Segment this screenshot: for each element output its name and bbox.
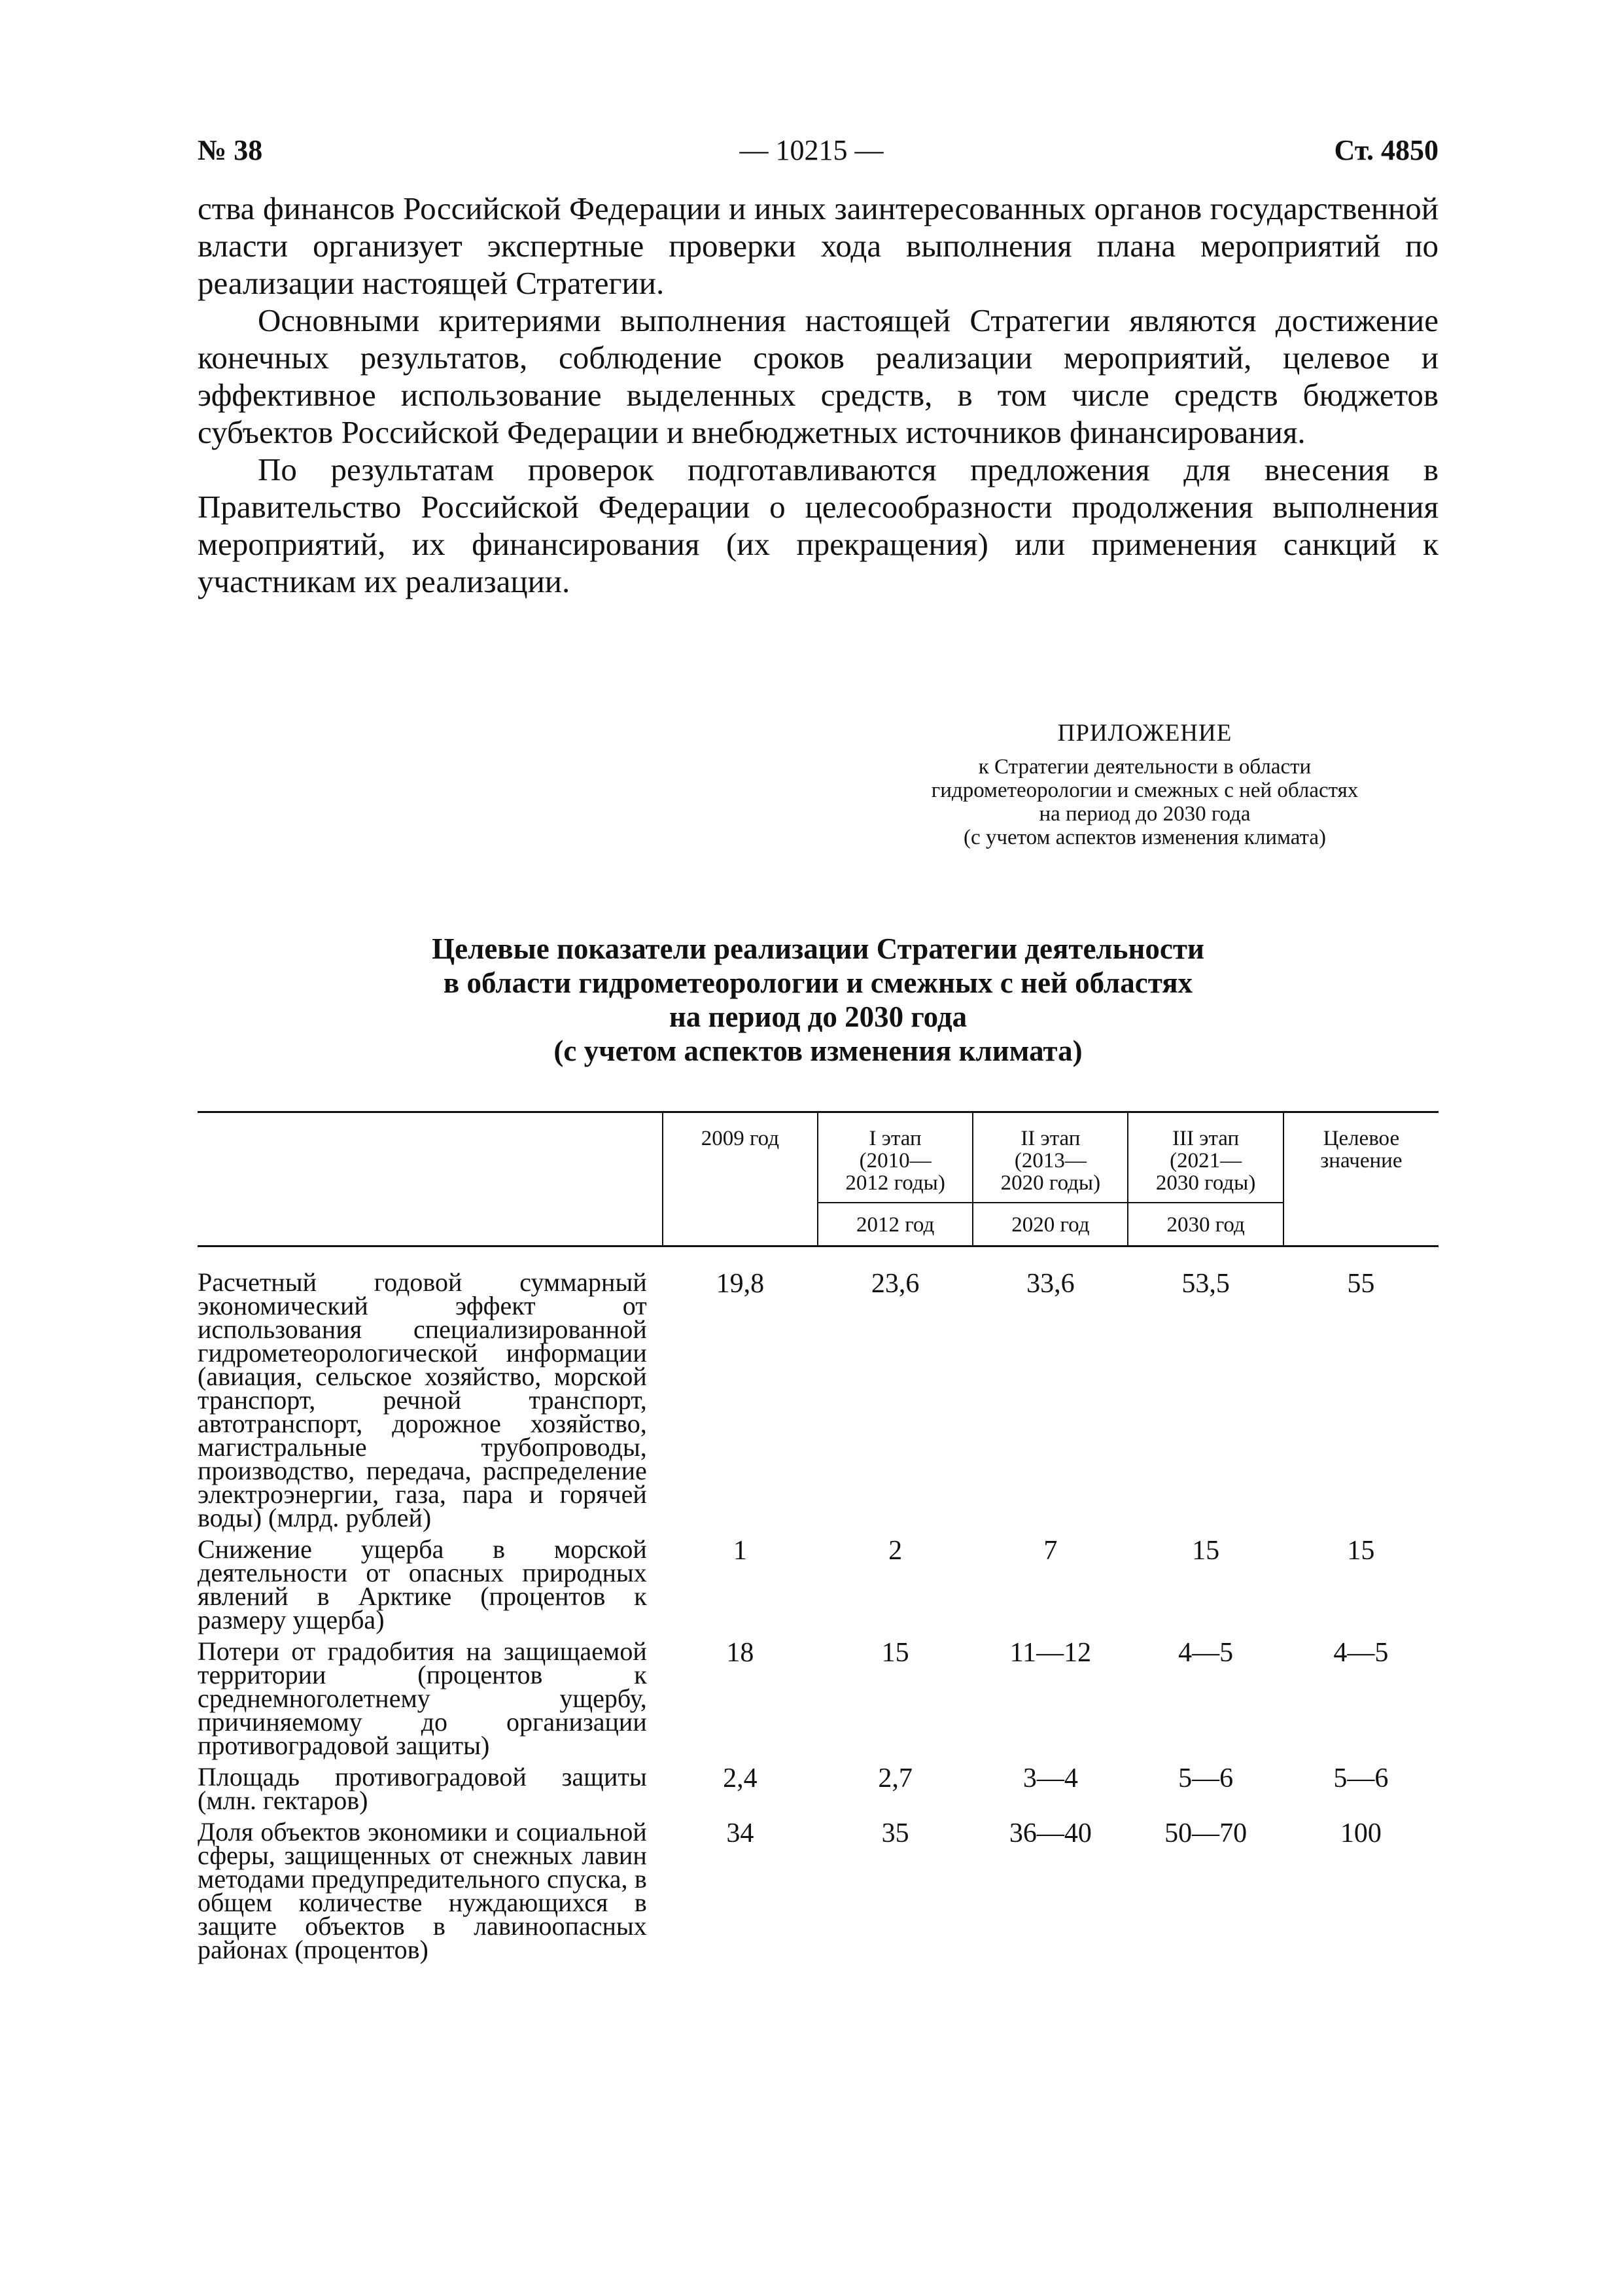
indicator-value: 15 bbox=[881, 1638, 909, 1668]
header-cell-target bbox=[1283, 1112, 1439, 1246]
page-number: — 10215 — bbox=[739, 134, 884, 166]
table-row bbox=[198, 1757, 1439, 1812]
header-cell-stage-1 bbox=[818, 1112, 973, 1203]
table-title bbox=[198, 932, 1439, 1068]
indicator-value: 33,6 bbox=[1026, 1269, 1075, 1299]
indicator-value: 50—70 bbox=[1164, 1818, 1248, 1848]
header-line: (2021— bbox=[1170, 1149, 1242, 1173]
indicator-value: 19,8 bbox=[716, 1269, 765, 1299]
indicator-value: 1 bbox=[733, 1536, 747, 1566]
indicator-value: 15 bbox=[1192, 1536, 1220, 1566]
header-cell-2012: 2012 год bbox=[818, 1203, 973, 1246]
header-cell-2030: 2030 год bbox=[1128, 1203, 1283, 1246]
indicator-value: 18 bbox=[726, 1638, 754, 1668]
indicator-value: 55 bbox=[1347, 1269, 1375, 1299]
table-title-line: (с учетом аспектов изменения климата) bbox=[553, 1034, 1083, 1067]
header-line: I этап bbox=[869, 1127, 922, 1150]
body-text bbox=[198, 190, 1439, 600]
indicator-value: 100 bbox=[1340, 1818, 1382, 1848]
indicator-label: Расчетный годовой суммарный экономический эффект от использования специализированной гидрометеорологической информации (авиация, сельское хозяйство, морской транспорт, речной транспорт, автотранспорт, дорожное хозяйство, магистральные трубопроводы, производство, передача, распределение электроэнергии, газа, пара и горячей воды) (млрд. рублей) bbox=[198, 1267, 647, 1532]
appendix-subtitle-line: к Стратегии деятельности в области bbox=[978, 755, 1312, 779]
indicators-table bbox=[198, 1111, 1439, 1962]
indicator-value: 3—4 bbox=[1022, 1763, 1078, 1793]
header-line: 2009 год bbox=[701, 1127, 780, 1150]
appendix-subtitle-line: на период до 2030 года bbox=[1039, 802, 1251, 826]
header-line: 2012 годы) bbox=[845, 1171, 945, 1195]
indicator-label: Потери от градобития на защищаемой территории (процентов к среднемноголетнему ущербу, причиняемому до организации противоградовой защиты) bbox=[198, 1636, 647, 1760]
paragraph: ства финансов Российской Федерации и иных заинтересованных органов государственной власти организует экспертные проверки хода выполнения плана мероприятий по реализации настоящей Стратегии. bbox=[198, 190, 1439, 301]
table-row bbox=[198, 1632, 1439, 1757]
header-cell-2020: 2020 год bbox=[973, 1203, 1128, 1246]
header-cell-2009 bbox=[663, 1112, 818, 1246]
indicator-value: 36—40 bbox=[1009, 1818, 1092, 1848]
header-line: 2020 годы) bbox=[1000, 1171, 1101, 1195]
indicator-label: Площадь противоградовой защиты (млн. гектаров) bbox=[198, 1762, 647, 1815]
header-blank-cell bbox=[198, 1112, 663, 1246]
header-line: (2013— bbox=[1014, 1149, 1087, 1173]
indicator-value: 2,7 bbox=[878, 1763, 913, 1793]
indicator-value: 4—5 bbox=[1178, 1638, 1234, 1668]
table-row bbox=[198, 1246, 1439, 1530]
indicator-value: 23,6 bbox=[871, 1269, 920, 1299]
indicator-value: 2,4 bbox=[723, 1763, 758, 1793]
indicator-value: 53,5 bbox=[1181, 1269, 1230, 1299]
appendix-title: ПРИЛОЖЕНИЕ bbox=[1057, 720, 1232, 747]
header-line: III этап bbox=[1172, 1127, 1240, 1150]
indicator-value: 35 bbox=[881, 1818, 909, 1848]
header-line: (2010— bbox=[859, 1149, 932, 1173]
appendix-subtitle-line: (с учетом аспектов изменения климата) bbox=[963, 826, 1327, 849]
header-line: значение bbox=[1320, 1149, 1403, 1173]
table-title-line: в области гидрометеорологии и смежных с ней областях bbox=[443, 966, 1193, 999]
indicator-value: 5—6 bbox=[1333, 1763, 1389, 1793]
indicator-value: 2 bbox=[888, 1536, 903, 1566]
indicator-value: 15 bbox=[1347, 1536, 1375, 1566]
table-row bbox=[198, 1530, 1439, 1632]
appendix-subtitle-line: гидрометеорологии и смежных с ней областях bbox=[931, 779, 1359, 802]
header-cell-stage-3 bbox=[1128, 1112, 1283, 1203]
table-title-line: на период до 2030 года bbox=[669, 1000, 968, 1033]
issue-number: № 38 bbox=[198, 134, 263, 166]
appendix-heading bbox=[850, 718, 1439, 849]
indicator-value: 11—12 bbox=[1009, 1638, 1092, 1668]
article-number: Ст. 4850 bbox=[1334, 134, 1439, 166]
table-row bbox=[198, 1812, 1439, 1962]
header-line: 2030 годы) bbox=[1155, 1171, 1256, 1195]
indicator-label: Доля объектов экономики и социальной сферы, защищенных от снежных лавин методами предупредительного спуска, в общем количестве нуждающихся в защите объектов в лавиноопасных районах (процентов) bbox=[198, 1817, 647, 1964]
header-line: II этап bbox=[1021, 1127, 1081, 1150]
paragraph: По результатам проверок подготавливаются предложения для внесения в Правительство Российской Федерации о целесообразности продолжения выполнения мероприятий, их финансирования (их прекращения) или применения санкций к участникам их реализации. bbox=[198, 451, 1439, 599]
header-line: Целевое bbox=[1323, 1127, 1400, 1150]
indicator-label: Снижение ущерба в морской деятельности от опасных природных явлений в Арктике (процентов к размеру ущерба) bbox=[198, 1534, 647, 1634]
paragraph: Основными критериями выполнения настоящей Стратегии являются достижение конечных результатов, соблюдение сроков реализации мероприятий, целевое и эффективное использование выделенных средств, в том числе средств бюджетов субъектов Российской Федерации и внебюджетных источников финансирования. bbox=[198, 302, 1439, 450]
indicator-value: 5—6 bbox=[1178, 1763, 1234, 1793]
indicator-value: 4—5 bbox=[1333, 1638, 1389, 1668]
header-cell-stage-2 bbox=[973, 1112, 1128, 1203]
table-title-line: Целевые показатели реализации Стратегии деятельности bbox=[432, 932, 1204, 965]
indicator-value: 7 bbox=[1043, 1536, 1058, 1566]
indicator-value: 34 bbox=[726, 1818, 754, 1848]
